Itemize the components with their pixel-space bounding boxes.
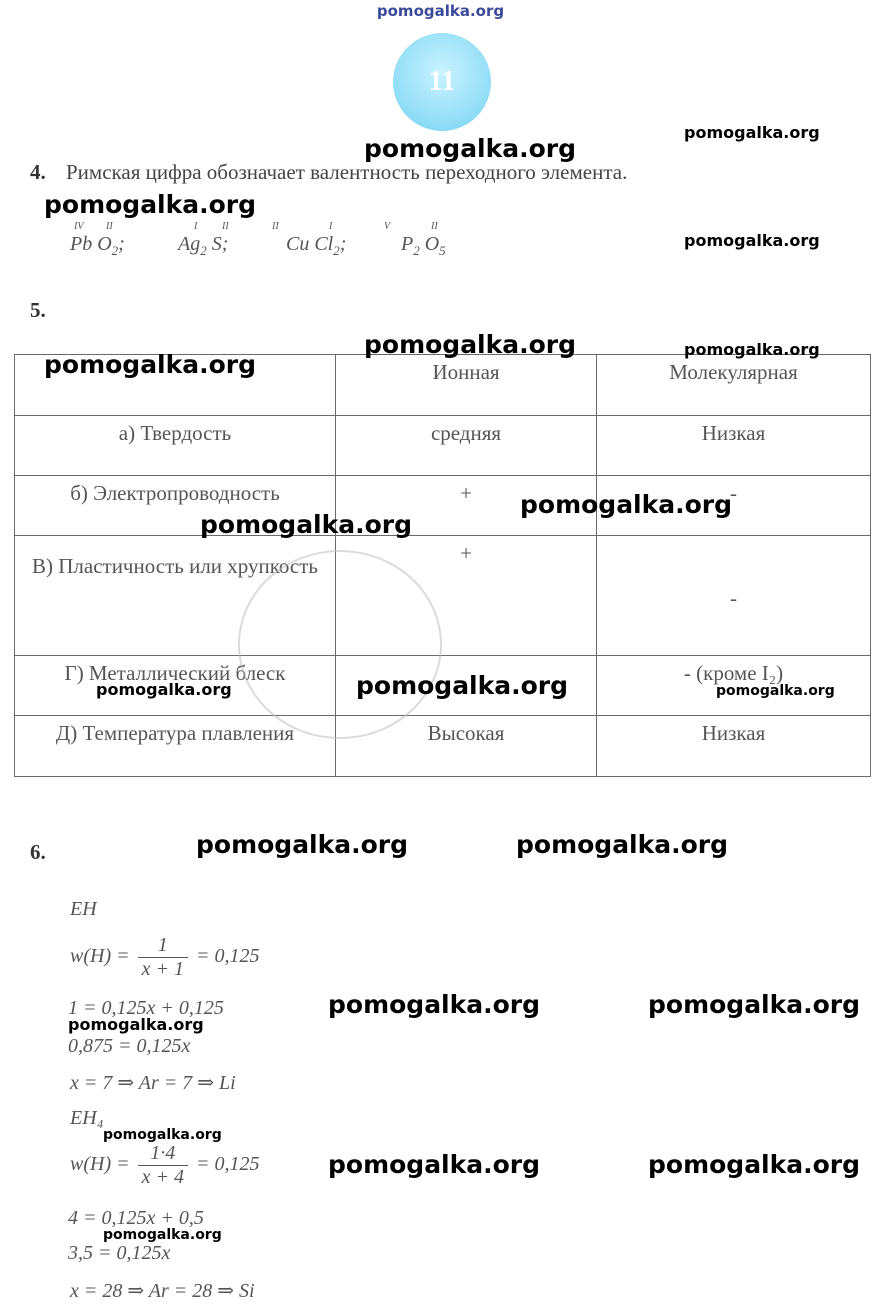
valence-label: IV (74, 221, 84, 232)
case2-equation-fraction: w(H) = $\frac{1\cdot 4}{x + 4}$ = 0,125 (70, 1142, 260, 1188)
valence-label: II (222, 221, 229, 232)
case1-equation-2: 1 = 0,125x + 0,125 (68, 997, 224, 1019)
case2-equation-2: 4 = 0,125x + 0,5 (68, 1207, 204, 1229)
case2-result: x = 28 ⇒ Ar = 28 ⇒ Si (70, 1280, 255, 1302)
task4-number: 4. (30, 160, 46, 184)
task4-text: Римская цифра обозначает валентность переходного элемента. (66, 160, 628, 184)
formula-pbo2: Pb $O_2$; (70, 233, 125, 258)
watermark: pomogalka.org (328, 990, 541, 1019)
formula-p2o5: $P_2$ $O_5$ (401, 233, 446, 258)
watermark: pomogalka.org (648, 990, 861, 1019)
formula-cucl2: Cu $Cl_2$; (286, 233, 347, 258)
valence-label: I (194, 221, 198, 232)
table-cell: В) Пластичность или хрупкость (15, 536, 336, 656)
watermark: pomogalka.org (684, 340, 820, 359)
table-cell: Высокая (336, 716, 597, 777)
table-cell: Низкая (597, 416, 871, 476)
watermark: pomogalka.org (648, 1150, 861, 1179)
table-cell: б) Электропроводность (15, 476, 336, 536)
table-cell: а) Твердость (15, 416, 336, 476)
watermark: pomogalka.org (684, 231, 820, 250)
valence-label: II (431, 221, 438, 232)
watermark: pomogalka.org (520, 490, 733, 519)
watermark: pomogalka.org (96, 680, 232, 699)
table-cell: Низкая (597, 716, 871, 777)
table-cell: - (597, 476, 871, 536)
watermark: pomogalka.org (44, 350, 257, 379)
case1-equation-fraction: w(H) = $\frac{1}{x + 1}$ = 0,125 (70, 934, 260, 980)
task6-number: 6. (30, 840, 46, 864)
watermark: pomogalka.org (364, 330, 577, 359)
table-cell: средняя (336, 416, 597, 476)
case1-result: x = 7 ⇒ Ar = 7 ⇒ Li (70, 1072, 236, 1094)
table-header-cell: Молекулярная (597, 355, 871, 416)
formula-ag2s: $Ag_2$ S; (178, 233, 229, 258)
properties-table (14, 354, 871, 777)
case1-equation-3: 0,875 = 0,125x (68, 1035, 191, 1057)
site-header-link[interactable]: pomogalka.org (376, 2, 505, 20)
valence-label: II (272, 221, 279, 232)
watermark: pomogalka.org (196, 830, 409, 859)
case2-formula: EH₄ (70, 1107, 104, 1129)
watermark: pomogalka.org (328, 1150, 541, 1179)
watermark: pomogalka.org (364, 134, 577, 163)
table-cell: Г) Металлический блеск (15, 656, 336, 716)
table-row (15, 536, 871, 656)
case1-formula: EH (70, 898, 97, 920)
valence-label: V (384, 221, 391, 232)
watermark: pomogalka.org (516, 830, 729, 859)
table-cell: - (597, 536, 871, 656)
table-row (15, 476, 871, 536)
task5-number: 5. (30, 298, 46, 322)
watermark: pomogalka.org (68, 1015, 204, 1034)
valence-label: I (329, 221, 333, 232)
table-header-cell: Ионная (336, 355, 597, 416)
table-cell: Д) Температура плавления (15, 716, 336, 777)
watermark: pomogalka.org (44, 190, 257, 219)
watermark: pomogalka.org (103, 1127, 222, 1143)
valence-label: II (106, 221, 113, 232)
table-row (15, 416, 871, 476)
case2-equation-3: 3,5 = 0,125x (68, 1242, 171, 1264)
watermark: pomogalka.org (716, 683, 835, 699)
watermark: pomogalka.org (684, 123, 820, 142)
table-row (15, 716, 871, 777)
page-number-badge: 11 (393, 33, 491, 131)
table-cell: + (336, 476, 597, 536)
watermark: pomogalka.org (103, 1227, 222, 1243)
watermark: pomogalka.org (200, 510, 413, 539)
table-cell: - (кроме I₂) (597, 656, 871, 716)
table-cell: + (336, 536, 597, 656)
watermark: pomogalka.org (356, 671, 569, 700)
